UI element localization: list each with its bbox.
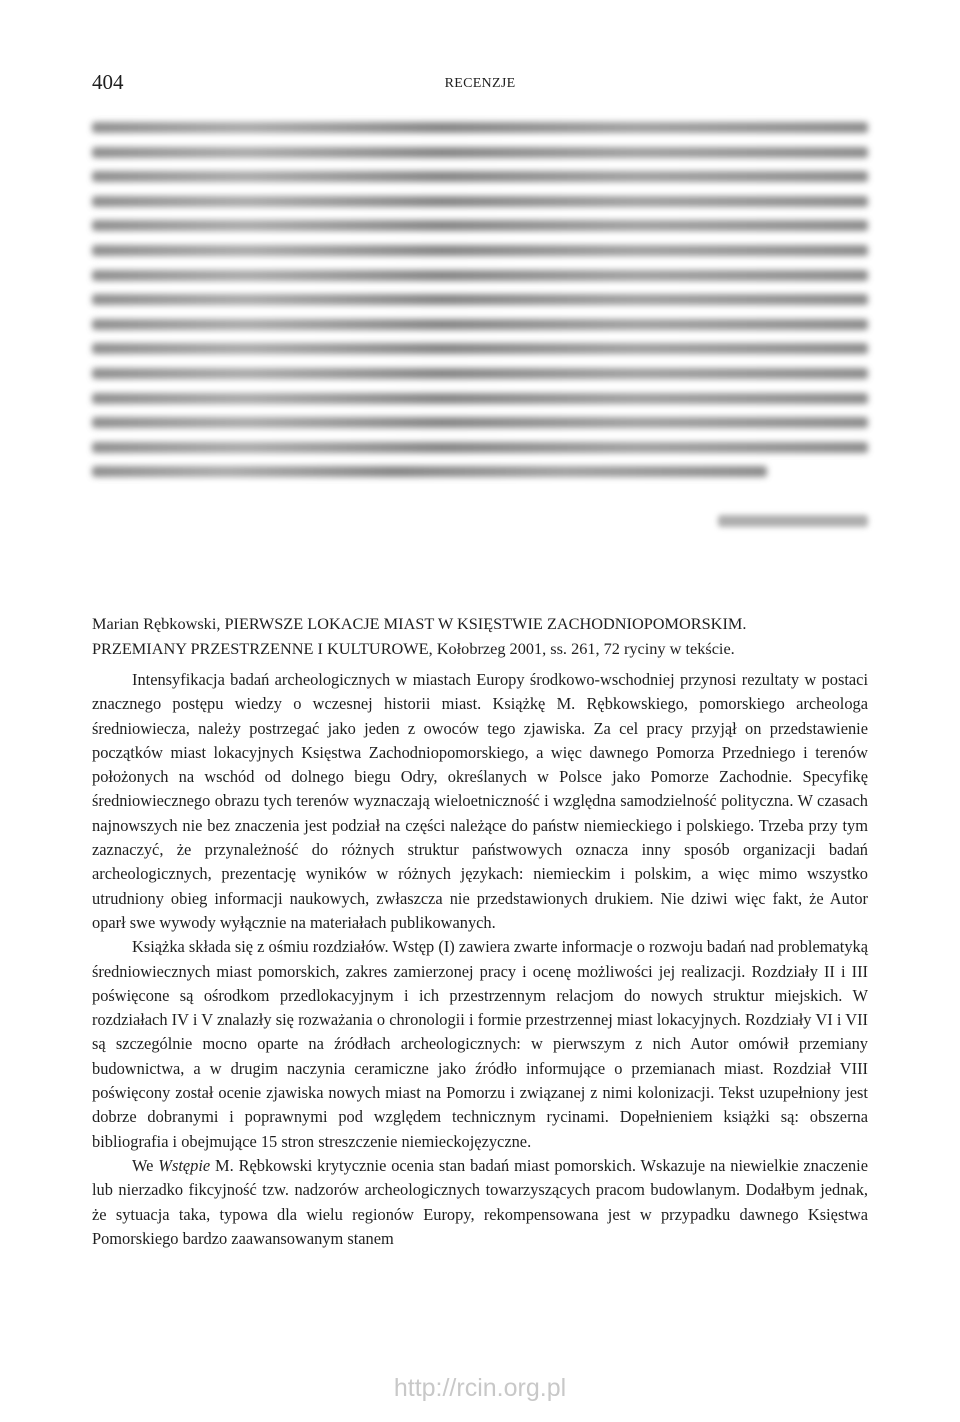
blurred-previous-review [92,122,868,482]
paragraph-3-text: M. Rębkowski krytycznie ocenia stan badań miast pomorskich. Wskazuje na niewielkie znaczenie lub nierzadko fikcyjność tzw. nadzorów archeologicznych towarzyszących pracom budowlanym. Dodałbym jednak, że sytuacja taka, typowa dla wielu regionów Europy, rekompensowana jest w przypadku dawnego Księstwa Pomorskiego bardzo zaawansowanym stanem [92,1155,868,1248]
blurred-line [92,294,868,305]
blurred-line [92,343,868,354]
blurred-line [92,319,868,330]
paragraph-3-italic: Wstępie [158,1155,211,1175]
paragraph-3-prefix: We [132,1155,159,1175]
blurred-signature [718,515,868,527]
page-header [92,70,868,100]
review-body [92,668,868,1251]
paragraph-1: Intensyfikacja badań archeologicznych w miastach Europy środkowo-wschodniej przynosi rezultaty w postaci znacznego postępu wiedzy o wczesnej historii miast. Książkę M. Rębkowskiego, pomorskiego archeologa średniowiecza, należy postrzegać jako jeden z owoców tego zjawiska. Za cel pracy przyjął on przedstawienie początków miast lokacyjnych Księstwa Zachodniopomorskiego, a więc dawnego Pomorza Przedniego i terenów położonych na wschód od dolnego biegu Odry, określanych w Polsce jako Pomorze Zachodnie. Specyfikę średniowiecznego obrazu tych terenów wyznaczają wieloetniczność i względna samodzielność polityczna. W czasach najnowszych nie bez znaczenia jest podział na części należące do państw niemieckiego i polskiego. Trzeba przy tym zaznaczyć, że przynależność do różnych struktur państwowych oznacza inny sposób organizacji badań archeologicznych, prezentację wyników w różnych językach: niemieckim i polskim, a więc mimo wszystko utrudniony obieg informacji naukowych, zwłaszcza nie przedstawionych drukiem. Nie dziwi więc fakt, że Autor oparł swe wywody wyłącznie na materiałach publikowanych. [92,670,868,932]
blurred-line [92,368,868,379]
blurred-line [92,393,868,404]
page-number: 404 [92,70,124,94]
blurred-line [92,122,868,133]
blurred-line [92,147,868,158]
blurred-line [92,196,868,207]
blurred-line [92,270,868,281]
citation-line-1: Marian Rębkowski, PIERWSZE LOKACJE MIAST W KSIĘSTWIE ZACHODNIOPOMORSKIM. [92,614,747,633]
citation-line-2: PRZEMIANY PRZESTRZENNE I KULTUROWE, Kołobrzeg 2001, ss. 261, 72 ryciny w tekście. [92,639,735,658]
paragraph-3 [92,1154,868,1251]
running-head: RECENZJE [444,76,516,91]
blurred-line [92,171,868,182]
book-citation [92,611,868,661]
blurred-line [92,442,868,453]
blurred-line [92,220,868,231]
blurred-line [92,245,868,256]
paragraph-2: Książka składa się z ośmiu rozdziałów. Wstęp (I) zawiera zwarte informacje o rozwoju badań nad problematyką średniowiecznych miast pomorskich, zakres zamierzonej pracy i ocenę możliwości jej realizacji. Rozdziały II i III poświęcone są ośrodkom przedlokacyjnym i ich przestrzennym relacjom do nowych struktur miejskich. W rozdziałach IV i V znalazły się rozważania o chronologii i formie przestrzennej miast lokacyjnych. Rozdziały VI i VII są szczególnie mocno oparte na źródłach archeologicznych: w pierwszym z nich Autor omówił przemiany budownictwa, a w drugim naczynia ceramiczne jako źródło informujące o przemianach miast. Rozdział VIII poświęcony został ocenie zjawiska nowych miast na Pomorzu i związanej z nimi kolonizacji. Tekst uzupełniony jest dobrze dobranymi i poprawnymi pod względem technicznym rycinami. Dopełnieniem książki są: obszerna bibliografia i obejmujące 15 stron streszczenie niemieckojęzyczne. [92,937,868,1151]
source-watermark: http://rcin.org.pl [393,1374,567,1402]
blurred-line [92,466,767,477]
blurred-line [92,417,868,428]
